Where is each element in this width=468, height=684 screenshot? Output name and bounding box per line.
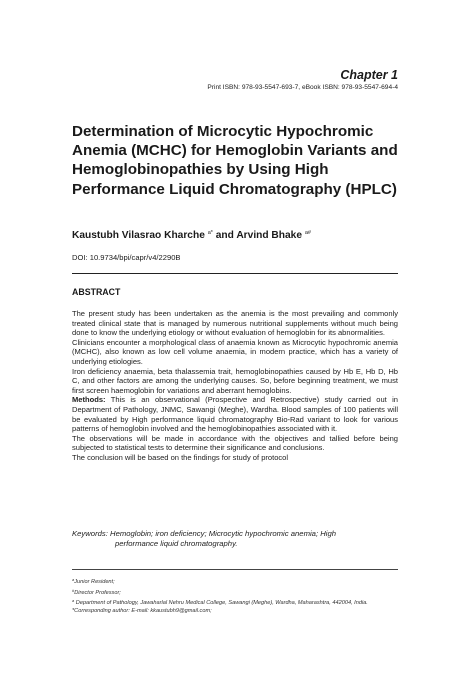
keywords [72,529,398,549]
abstract-paragraph: The observations will be made in accordance with the objectives and tallied before being subjected to statistical tests to determine their significance and conclusions. [72,433,398,453]
abstract-body [72,309,398,463]
footnote [72,597,398,608]
abstract-methods [72,395,398,433]
chapter-title: Determination of Microcytic Hypochromic Anemia (MCHC) for Hemoglobin Variants and Hemoglobinopathies by Using High Performance Liquid Chromatography (HPLC) [72,123,398,198]
abstract-paragraph: The present study has been undertaken as the anemia is the most prevailing and commonly treated clinical state that is managed by numerous nutritional supplements without much being done to know the underlying etiology or without evaluation of hemoglobin for its abnormalities. [72,309,398,338]
footnote [72,587,398,598]
abstract-paragraph: The conclusion will be based on the findings for study of protocol [72,452,289,462]
author-name: Kaustubh Vilasrao Kharche [72,230,205,241]
methods-label: Methods: [72,395,106,405]
author-affiliation-mark: a* [207,230,213,236]
abstract-paragraph: Iron deficiency anaemia, beta thalassemia trait, hemoglobinopathies caused by Hb E, Hb D, Hb C, and other factors are among the underlying causes. So, before beginning treatment, we must first screen haemoglobin for variations and aberrant hemoglobins. [72,366,398,395]
footnote [72,576,398,587]
footnote-text: Director Professor; [74,589,121,596]
methods-text: This is an observational (Prospective and Retrospective) study carried out in Department of Pathology, JNMC, Sawangi (Meghe), Wardha. Blood samples of 100 patients will be evaluated by High performance liquid chromatography Bio-Rad variant to look for various patterns of hemoglobin involved and the hemoglobinopathies associated with it. [72,395,398,434]
footnote-mark: # [72,587,75,593]
footnote-divider [72,569,398,570]
footnotes [72,576,398,615]
keywords-line: Keywords: Hemoglobin; iron deficiency; Microcytic hypochromic anemia; High [72,529,337,538]
keywords-line: performance liquid chromatography. [115,539,238,548]
footnote-text: Junior Resident; [74,579,115,585]
abstract-heading: ABSTRACT [72,287,121,297]
footnote-text: Department of Pathology, Jawaharlal Nehru Medical College, Sawangi (Meghe), Wardha, Maharashtra, 442004, India. [74,600,368,606]
section-divider [72,273,398,274]
footnote-mark: a [72,577,75,582]
author-line [72,230,402,241]
chapter-label: Chapter 1 [340,68,398,82]
author-joiner: and [215,230,237,241]
author-affiliation-mark: a# [304,230,311,236]
abstract-paragraph: Clinicians encounter a morphological class of anaemia known as Microcytic hypochromic anemia (MCHC), also known as low cell volume anaemia, in modern practice, which has a variety of underlying etiologies. [72,337,398,366]
footnote-mark: a [72,598,75,603]
footnote: *Corresponding author: E-mail: kkaustubh9@gmail.com; [72,607,212,614]
author-name: Arvind Bhake [236,230,302,241]
isbn-line: Print ISBN: 978-93-5547-693-7, eBook ISBN: 978-93-5547-694-4 [207,84,398,91]
doi-line: DOI: 10.9734/bpi/capr/v4/2290B [72,253,181,262]
